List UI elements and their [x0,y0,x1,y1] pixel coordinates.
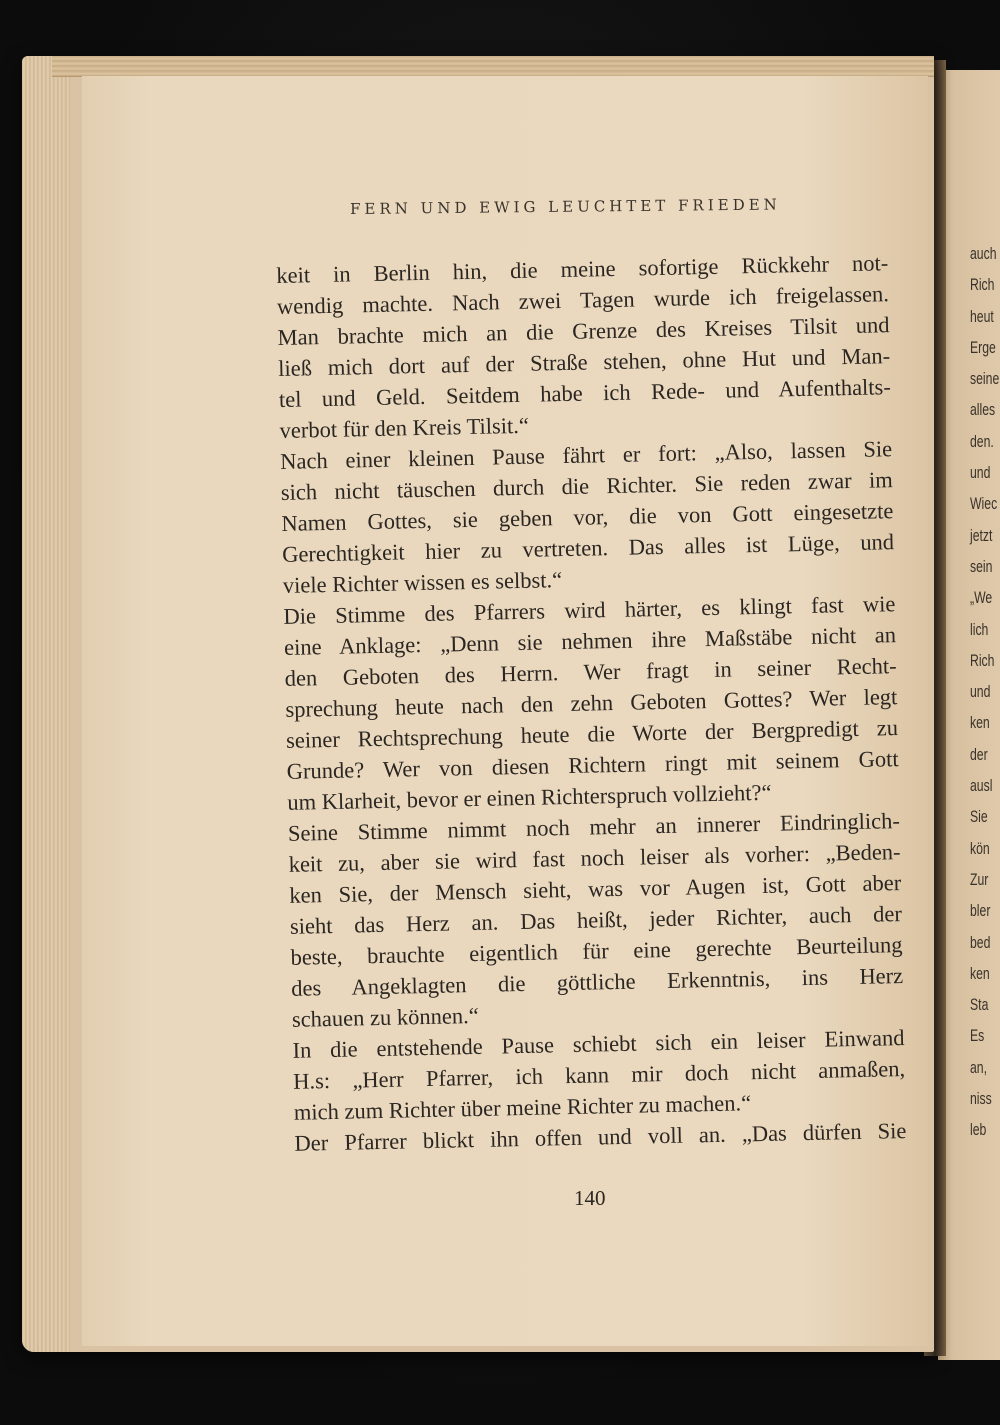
facing-page-fragment: jetzt [970,525,993,545]
facing-page-fragment: ausl [970,776,993,796]
facing-page-fragment: an, [970,1057,988,1077]
page-number: 140 [574,1186,606,1210]
text-line: ken Sie, der Mensch sieht, was vor Augen ist, Gott aber [289,870,902,908]
facing-page-fragment: bed [970,932,991,952]
facing-page-fragment: alles [970,400,996,420]
text-line: sich nicht täuschen durch die Richter. Sie reden zwar im [280,467,893,505]
text-line: keit zu, aber sie wird fast noch leiser als vorher: „Beden- [288,839,901,877]
facing-page-fragment: seine [970,369,1000,389]
text-line: Der Pfarrer blickt ihn offen und voll an. „Das dürfen Sie [294,1117,907,1156]
facing-page-fragment: Es [970,1026,985,1046]
text-line: tel und Geld. Seitdem habe ich Rede- und Aufenthalts- [278,374,892,412]
text-line: des Angeklagten die göttliche Erkenntnis, ins Herz [290,963,904,1001]
text-line: Namen Gottes, sie geben vor, die von Gott eingesetzte [281,498,894,536]
facing-page-fragment: heut [970,306,994,326]
facing-page-fragment: Sie [970,807,988,827]
facing-page-fragment: Wiec [970,494,998,514]
text-line: keit in Berlin hin, die meine sofortige Rückkehr not- [276,250,889,288]
text-line: Gerechtigkeit hier zu vertreten. Das alles ist Lüge, und [281,529,895,567]
facing-page-fragment: niss [970,1089,992,1109]
facing-page-fragment: Rich [970,650,995,670]
facing-page-fragment: ken [970,963,990,983]
text-line: H.s: „Herr Pfarrer, ich kann mir doch nicht anmaßen, [292,1056,906,1094]
text-line: schauen zu können.“ [291,1002,479,1032]
facing-page-fragment: Erge [970,337,996,357]
running-head: FERN UND EWIG LEUCHTET FRIEDEN [350,195,781,218]
facing-page-fragment: leb [970,1120,987,1140]
facing-page-fragment: bler [970,901,991,921]
facing-page-fragment: „We [970,588,993,608]
text-line: Die Stimme des Pfarrers wird härter, es klingt fast wie [283,591,896,629]
text-line: eine Anklage: „Denn sie nehmen ihre Maßstäbe nicht an [283,622,897,660]
facing-page-fragment: Rich [970,275,995,295]
body-text [276,247,907,1159]
facing-page-text [970,238,1000,1146]
text-line: Seine Stimme nimmt noch mehr an innerer Eindringlich- [287,808,901,846]
text-line: Nach einer kleinen Pause fährt er fort: „Also, lassen Sie [279,436,893,474]
text-line: um Klarheit, bevor er einen Richterspruch vollzieht?“ [287,779,772,815]
facing-page-fragment: und [970,682,991,702]
text-line: sprechung heute nach den zehn Geboten Gottes? Wer legt [285,684,898,722]
facing-page-fragment: ken [970,713,990,733]
top-page-edges [52,56,934,77]
text-line: mich zum Richter über meine Richter zu machen.“ [293,1090,752,1125]
text-line: beste, brauchte eigentlich für eine gerechte Beurteilung [290,932,903,970]
facing-page-fragment: den. [970,431,994,451]
text-line: viele Richter wissen es selbst.“ [282,567,563,598]
facing-page-fragment: der [970,744,988,764]
text-line: In die entstehende Pause schiebt sich ein leiser Einwand [292,1025,905,1063]
facing-page-fragment: lich [970,619,989,639]
facing-page-fragment: kön [970,838,990,858]
facing-page-fragment: und [970,463,991,483]
facing-page-fragment: auch [970,244,997,263]
text-line: ließ mich dort auf der Straße stehen, ohne Hut und Man- [278,343,891,381]
text-line: wendig machte. Nach zwei Tagen wurde ich freigelassen. [276,281,890,319]
text-line: Grunde? Wer von diesen Richtern ringt mit seinem Gott [286,746,899,784]
text-line: sieht das Herz an. Das heißt, jeder Richter, auch der [289,901,903,939]
text-line: seiner Rechtsprechung heute die Worte der Bergpredigt zu [285,715,899,753]
text-line: verbot für den Kreis Tilsit.“ [279,412,530,443]
facing-page-fragment: Zur [970,869,989,889]
facing-page-fragment: sein [970,556,993,576]
text-line: Man brachte mich an die Grenze des Kreises Tilsit und [277,312,890,350]
facing-page-fragment: Sta [970,995,989,1015]
text-line: den Geboten des Herrn. Wer fragt in seiner Recht- [284,653,897,691]
page-edges [22,56,70,1352]
